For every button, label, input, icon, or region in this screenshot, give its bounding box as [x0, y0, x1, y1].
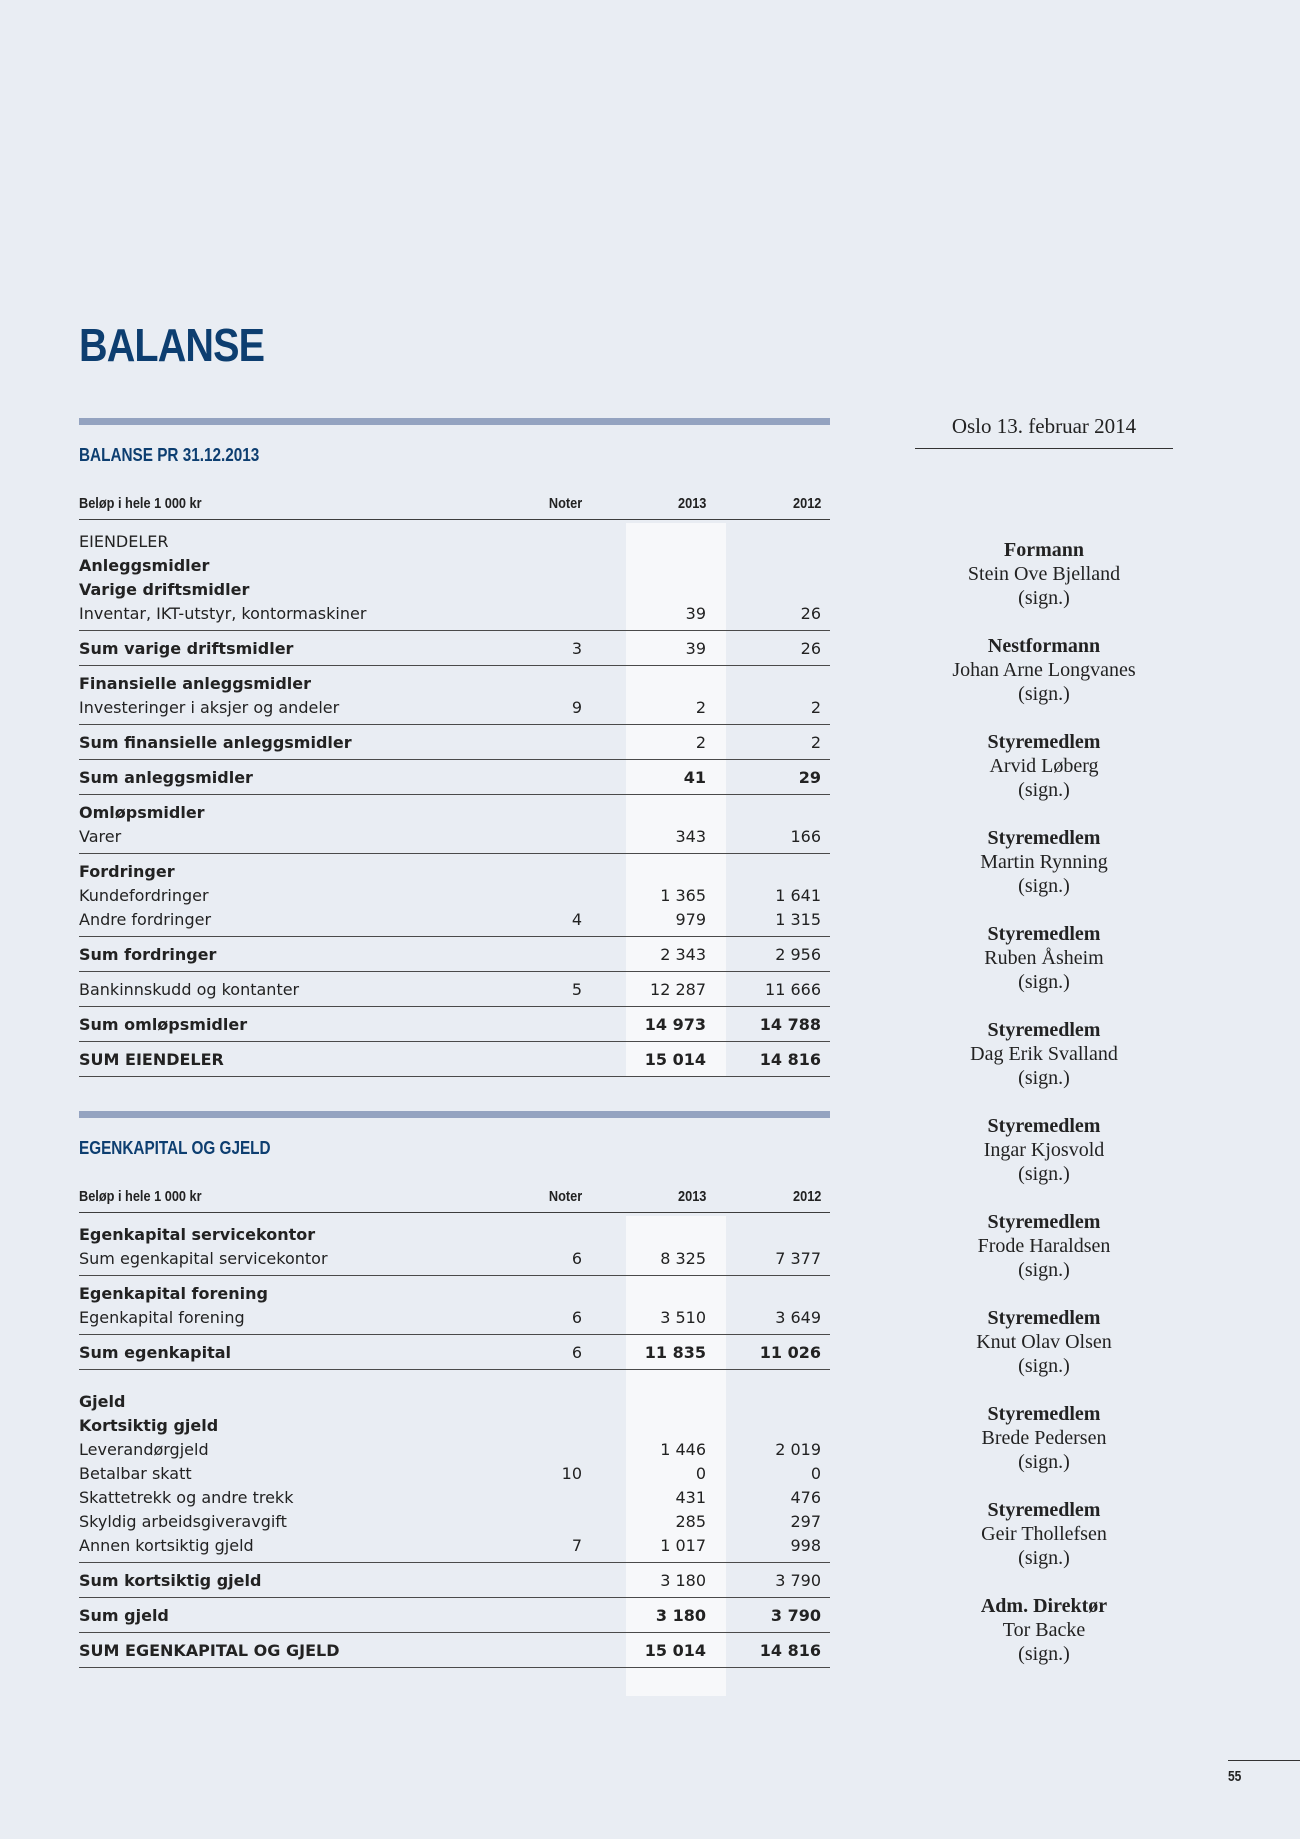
row-divider	[79, 1632, 830, 1633]
value-2013: 11 835	[644, 1343, 706, 1362]
value-2013: 3 510	[660, 1308, 706, 1327]
signature-name: Geir Thollefsen	[981, 1523, 1107, 1545]
row-label: Sum anleggsmidler	[79, 768, 253, 787]
row-label: Sum omløpsmidler	[79, 1015, 248, 1034]
row-divider	[79, 665, 830, 666]
signature-block	[915, 538, 1173, 610]
row-label: Betalbar skatt	[79, 1464, 192, 1483]
table-row	[79, 825, 830, 849]
row-label: Bankinnskudd og kontanter	[79, 980, 300, 999]
header-year-2012: 2012	[792, 495, 821, 512]
value-2012: 2	[810, 733, 821, 752]
signature-note: (sign.)	[1018, 587, 1070, 609]
header-amount-label: Beløp i hele 1 000 kr	[79, 495, 202, 512]
signature-note: (sign.)	[1018, 875, 1070, 897]
signature-name: Frode Haraldsen	[977, 1235, 1111, 1257]
row-label: Fordringer	[79, 862, 175, 881]
value-2012: 7 377	[775, 1249, 821, 1268]
row-divider	[79, 1369, 830, 1370]
table-row	[79, 530, 830, 554]
row-note: 9	[571, 698, 582, 717]
value-2013: 39	[685, 604, 706, 623]
value-2012: 14 816	[759, 1641, 821, 1660]
table-row	[79, 696, 830, 720]
signature-note: (sign.)	[1018, 1547, 1070, 1569]
value-2013: 15 014	[644, 1641, 706, 1660]
table-row	[79, 1247, 830, 1271]
row-divider	[79, 1667, 830, 1668]
value-2012: 1 315	[775, 910, 821, 929]
value-2012: 166	[790, 827, 821, 846]
place-date: Oslo 13. februar 2014	[951, 414, 1137, 438]
signature-role: Styremedlem	[987, 827, 1101, 849]
value-2013: 343	[675, 827, 706, 846]
table-row	[79, 1510, 830, 1534]
signature-note: (sign.)	[1018, 1451, 1070, 1473]
table-row	[79, 1048, 830, 1072]
signature-role: Styremedlem	[987, 1307, 1101, 1329]
table-row	[79, 554, 830, 578]
table-row	[79, 860, 830, 884]
value-2013: 1 446	[660, 1440, 706, 1459]
row-label: Sum finansielle anleggsmidler	[79, 733, 352, 752]
row-divider	[79, 794, 830, 795]
row-divider	[79, 630, 830, 631]
signature-name: Martin Rynning	[980, 851, 1108, 873]
value-2013: 3 180	[660, 1571, 706, 1590]
value-2013: 1 017	[660, 1536, 706, 1555]
value-2012: 3 649	[775, 1308, 821, 1327]
signature-block	[915, 1402, 1173, 1474]
table-row	[79, 1282, 830, 1306]
header-year-2012: 2012	[792, 1188, 821, 1205]
signature-block	[915, 1018, 1173, 1090]
table-row	[79, 578, 830, 602]
value-2012: 2 956	[775, 945, 821, 964]
signature-role: Styremedlem	[987, 1499, 1101, 1521]
table-row	[79, 943, 830, 967]
row-divider	[79, 1041, 830, 1042]
value-2012: 2 019	[775, 1440, 821, 1459]
value-2012: 11 026	[759, 1343, 821, 1362]
row-label: Leverandørgjeld	[79, 1440, 209, 1459]
table-row	[79, 1486, 830, 1510]
row-divider	[79, 1006, 830, 1007]
table-row	[79, 801, 830, 825]
signature-block	[915, 922, 1173, 994]
table-header	[79, 1188, 830, 1213]
row-label: Sum egenkapital	[79, 1343, 232, 1362]
signature-note: (sign.)	[1018, 1355, 1070, 1377]
table-row	[79, 1438, 830, 1462]
row-note: 7	[571, 1536, 582, 1555]
row-label: Sum kortsiktig gjeld	[79, 1571, 262, 1590]
value-2012: 26	[800, 604, 821, 623]
row-label: Andre fordringer	[79, 910, 212, 929]
row-label: Finansielle anleggsmidler	[79, 674, 312, 693]
row-label: Kundefordringer	[79, 886, 209, 905]
signature-role: Styremedlem	[987, 1115, 1101, 1137]
row-note: 4	[571, 910, 582, 929]
row-divider	[79, 1334, 830, 1335]
header-notes: Noter	[548, 495, 582, 512]
header-year-2013: 2013	[677, 1188, 706, 1205]
row-label: Skattetrekk og andre trekk	[79, 1488, 294, 1507]
signature-block	[915, 1114, 1173, 1186]
table-row	[79, 1341, 830, 1365]
value-2013: 0	[695, 1464, 706, 1483]
row-divider	[79, 1597, 830, 1598]
signature-block	[915, 634, 1173, 706]
signature-block	[915, 730, 1173, 802]
row-divider	[79, 853, 830, 854]
table-row	[79, 1639, 830, 1663]
signature-role: Styremedlem	[987, 731, 1101, 753]
row-label: EIENDELER	[79, 532, 169, 551]
value-2012: 998	[790, 1536, 821, 1555]
value-2013: 15 014	[644, 1050, 706, 1069]
row-label: Egenkapital forening	[79, 1308, 245, 1327]
signature-note: (sign.)	[1018, 779, 1070, 801]
signature-block	[915, 1498, 1173, 1570]
value-2013: 3 180	[655, 1606, 706, 1625]
header-notes: Noter	[548, 1188, 582, 1205]
row-label: Sum egenkapital servicekontor	[79, 1249, 328, 1268]
signature-name: Johan Arne Longvanes	[952, 659, 1136, 681]
row-divider	[79, 1562, 830, 1563]
value-2012: 14 788	[759, 1015, 821, 1034]
table-row	[79, 1306, 830, 1330]
value-2012: 297	[790, 1512, 821, 1531]
value-2012: 476	[790, 1488, 821, 1507]
signature-note: (sign.)	[1018, 971, 1070, 993]
value-2013: 2 343	[660, 945, 706, 964]
row-label: Annen kortsiktig gjeld	[79, 1536, 254, 1555]
table-row	[79, 1223, 830, 1247]
table-row	[79, 602, 830, 626]
value-2012: 26	[800, 639, 821, 658]
signature-note: (sign.)	[1018, 1643, 1070, 1665]
row-label: Egenkapital servicekontor	[79, 1225, 316, 1244]
value-2013: 431	[675, 1488, 706, 1507]
row-label: Anleggsmidler	[79, 556, 210, 575]
value-2013: 39	[685, 639, 706, 658]
value-2013: 14 973	[644, 1015, 706, 1034]
signature-role: Styremedlem	[987, 1019, 1101, 1041]
equity-table	[79, 1188, 830, 1668]
signature-name: Tor Backe	[1002, 1619, 1086, 1641]
page-title: BALANSE	[79, 319, 265, 371]
signature-block	[915, 1594, 1173, 1666]
table-row	[79, 1390, 830, 1414]
signature-block	[915, 1210, 1173, 1282]
row-note: 6	[571, 1249, 582, 1268]
section-band	[79, 418, 830, 425]
value-2012: 2	[810, 698, 821, 717]
table-row	[79, 637, 830, 661]
table-row	[79, 672, 830, 696]
signature-name: Knut Olav Olsen	[976, 1331, 1112, 1353]
value-2012: 1 641	[775, 886, 821, 905]
signature-note: (sign.)	[1018, 683, 1070, 705]
signature-role: Nestformann	[987, 635, 1101, 657]
value-2013: 979	[675, 910, 706, 929]
row-label: Varige driftsmidler	[79, 580, 250, 599]
row-divider	[79, 1076, 830, 1077]
row-label: SUM EIENDELER	[79, 1050, 224, 1069]
table-row	[79, 1013, 830, 1037]
value-2012: 29	[798, 768, 821, 787]
signature-name: Dag Erik Svalland	[970, 1043, 1118, 1065]
value-2012: 0	[810, 1464, 821, 1483]
row-label: Varer	[79, 827, 122, 846]
signature-block	[915, 826, 1173, 898]
table-row	[79, 1414, 830, 1438]
row-label: Skyldig arbeidsgiveravgift	[79, 1512, 287, 1531]
row-label: Inventar, IKT-utstyr, kontormaskiner	[79, 604, 367, 623]
row-label: Sum fordringer	[79, 945, 217, 964]
page-number: 55	[1228, 1768, 1242, 1785]
header-amount-label: Beløp i hele 1 000 kr	[79, 1188, 202, 1205]
signature-role: Formann	[1004, 539, 1084, 561]
table-row	[79, 884, 830, 908]
value-2013: 8 325	[660, 1249, 706, 1268]
row-label: Gjeld	[79, 1392, 126, 1411]
assets-table	[79, 495, 830, 1081]
equity-section-title: EGENKAPITAL OG GJELD	[79, 1138, 271, 1158]
table-header	[79, 495, 830, 520]
value-2012: 14 816	[759, 1050, 821, 1069]
signature-name: Ruben Åsheim	[984, 947, 1104, 969]
row-note: 6	[571, 1343, 582, 1362]
signature-note: (sign.)	[1018, 1067, 1070, 1089]
signature-role: Styremedlem	[987, 1403, 1101, 1425]
value-2013: 1 365	[660, 886, 706, 905]
signature-role: Styremedlem	[987, 923, 1101, 945]
row-divider	[79, 971, 830, 972]
row-label: Egenkapital forening	[79, 1284, 268, 1303]
row-divider	[79, 724, 830, 725]
header-year-2013: 2013	[677, 495, 706, 512]
assets-section-title: BALANSE PR 31.12.2013	[79, 445, 260, 465]
value-2013: 2	[695, 733, 706, 752]
signature-name: Brede Pedersen	[981, 1427, 1107, 1449]
table-row	[79, 731, 830, 755]
table-row	[79, 1534, 830, 1558]
row-note: 10	[561, 1464, 582, 1483]
row-note: 5	[571, 980, 582, 999]
value-2013: 41	[683, 768, 706, 787]
value-2013: 12 287	[650, 980, 706, 999]
table-row	[79, 1462, 830, 1486]
signature-note: (sign.)	[1018, 1163, 1070, 1185]
row-divider	[79, 759, 830, 760]
row-label: Sum varige driftsmidler	[79, 639, 294, 658]
value-2012: 3 790	[775, 1571, 821, 1590]
row-label: Investeringer i aksjer og andeler	[79, 698, 340, 717]
place-date-underline	[915, 448, 1173, 449]
signature-role: Adm. Direktør	[980, 1595, 1108, 1617]
row-label: Omløpsmidler	[79, 803, 205, 822]
row-note: 6	[571, 1308, 582, 1327]
section-band	[79, 1111, 830, 1118]
table-row	[79, 908, 830, 932]
table-row	[79, 978, 830, 1002]
value-2013: 2	[695, 698, 706, 717]
value-2012: 3 790	[770, 1606, 821, 1625]
value-2013: 285	[675, 1512, 706, 1531]
row-label: Kortsiktig gjeld	[79, 1416, 219, 1435]
signature-name: Ingar Kjosvold	[983, 1139, 1105, 1161]
signature-note: (sign.)	[1018, 1259, 1070, 1281]
table-row	[79, 1569, 830, 1593]
value-2012: 11 666	[765, 980, 821, 999]
row-label: SUM EGENKAPITAL OG GJELD	[79, 1641, 340, 1660]
table-row	[79, 766, 830, 790]
row-divider	[79, 1275, 830, 1276]
page-number-rule	[1228, 1760, 1300, 1761]
signature-name: Arvid Løberg	[989, 755, 1099, 777]
row-note: 3	[571, 639, 582, 658]
row-label: Sum gjeld	[79, 1606, 169, 1625]
signature-role: Styremedlem	[987, 1211, 1101, 1233]
signature-name: Stein Ove Bjelland	[967, 563, 1121, 585]
signature-block	[915, 1306, 1173, 1378]
row-divider	[79, 936, 830, 937]
table-row	[79, 1604, 830, 1628]
